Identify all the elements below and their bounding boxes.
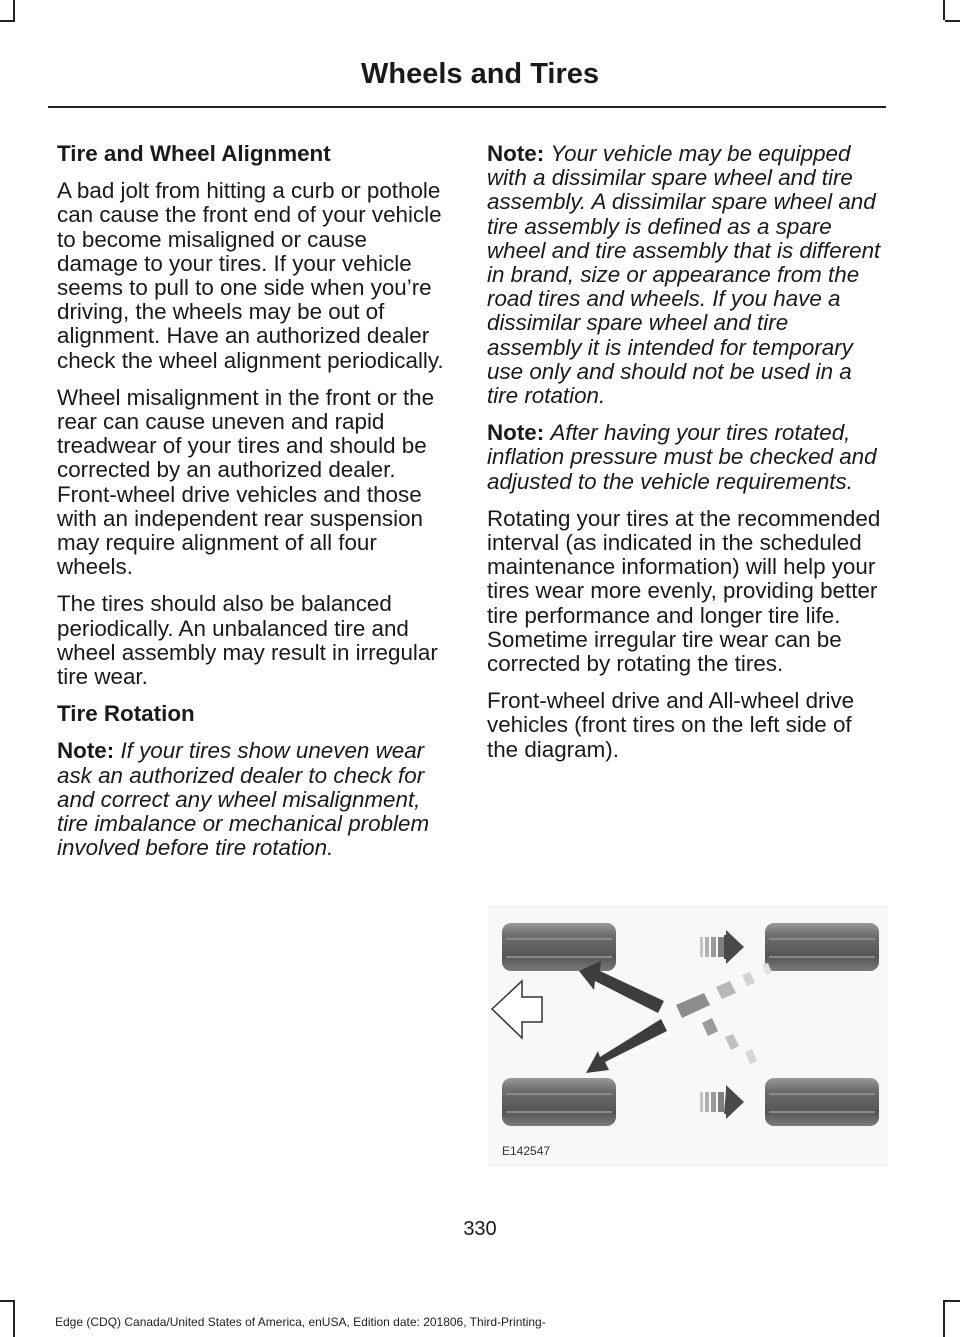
tire-rotation-diagram	[488, 905, 888, 1167]
footer-edition-info: Edge (CDQ) Canada/United States of America, enUSA, Edition date: 201806, Third-Printing-	[55, 1315, 546, 1329]
alignment-paragraph-2: Wheel misalignment in the front or the rear can cause uneven and rapid treadwear of your tires and should be corrected by an authorized dealer. Front-wheel drive vehicles and those with an independent rear suspension may require alignment of all four wheels.	[57, 384, 435, 580]
crop-mark	[0, 1300, 15, 1302]
tire-rear-right	[765, 1078, 879, 1126]
page-number: 330	[463, 1218, 497, 1240]
crop-mark	[13, 1300, 15, 1337]
tire-rear-left	[502, 1078, 616, 1126]
rotation-paragraph-1: Rotating your tires at the recommended interval (as indicated in the scheduled maintenance information) will help your tires wear more evenly, providing better tire performance and longer tire life. Sometime irregular tire wear can be corrected by rotating the tires.	[487, 505, 881, 677]
header-divider	[48, 106, 886, 108]
note-text: Your vehicle may be equipped with a dissimilar spare wheel and tire assembly. A dissimilar spare wheel and tire assembly is defined as a spare wheel and tire assembly that is different in brand, size or appearance from the road tires and wheels. If you have a dissimilar spare wheel and tire assembly it is intended for temporary use only and should not be used in a tire rotation.	[487, 141, 881, 409]
note-label: Note:	[57, 738, 115, 764]
left-column	[57, 142, 452, 873]
tire-front-right	[765, 923, 879, 971]
crop-mark	[13, 0, 15, 20]
rotation-heading: Tire Rotation	[57, 701, 195, 727]
note-label: Note:	[487, 420, 545, 446]
diagram-code: E142547	[502, 1144, 551, 1158]
note-text: After having your tires rotated, inflation pressure must be checked and adjusted to the vehicle requirements.	[487, 420, 877, 494]
note-2	[487, 142, 887, 408]
crop-mark	[945, 1300, 960, 1302]
alignment-paragraph-1: A bad jolt from hitting a curb or pothole can cause the front end of your vehicle to become misaligned or cause damage to your tires. If your vehicle seems to pull to one side when you’re driving, the wheels may be out of alignment. Have an authorized dealer check the wheel alignment periodically.	[57, 178, 444, 373]
crop-mark	[0, 20, 15, 22]
rotation-paragraph-2: Front-wheel drive and All-wheel drive vehicles (front tires on the left side of the diagram).	[487, 688, 855, 762]
note-label: Note:	[487, 141, 545, 166]
crop-mark	[945, 20, 960, 22]
note-text: If your tires show uneven wear ask an authorized dealer to check for and correct any wheel misalignment, tire imbalance or mechanical problem involved before tire rotation.	[57, 738, 430, 861]
alignment-heading: Tire and Wheel Alignment	[57, 141, 331, 166]
note-1	[57, 739, 452, 860]
crop-mark	[943, 0, 945, 20]
note-3	[487, 421, 887, 494]
crop-mark	[943, 1300, 945, 1337]
alignment-paragraph-3: The tires should also be balanced periodically. An unbalanced tire and wheel assembly may result in irregular tire wear.	[57, 591, 438, 690]
right-column	[487, 142, 887, 775]
page-title: Wheels and Tires	[361, 58, 599, 90]
